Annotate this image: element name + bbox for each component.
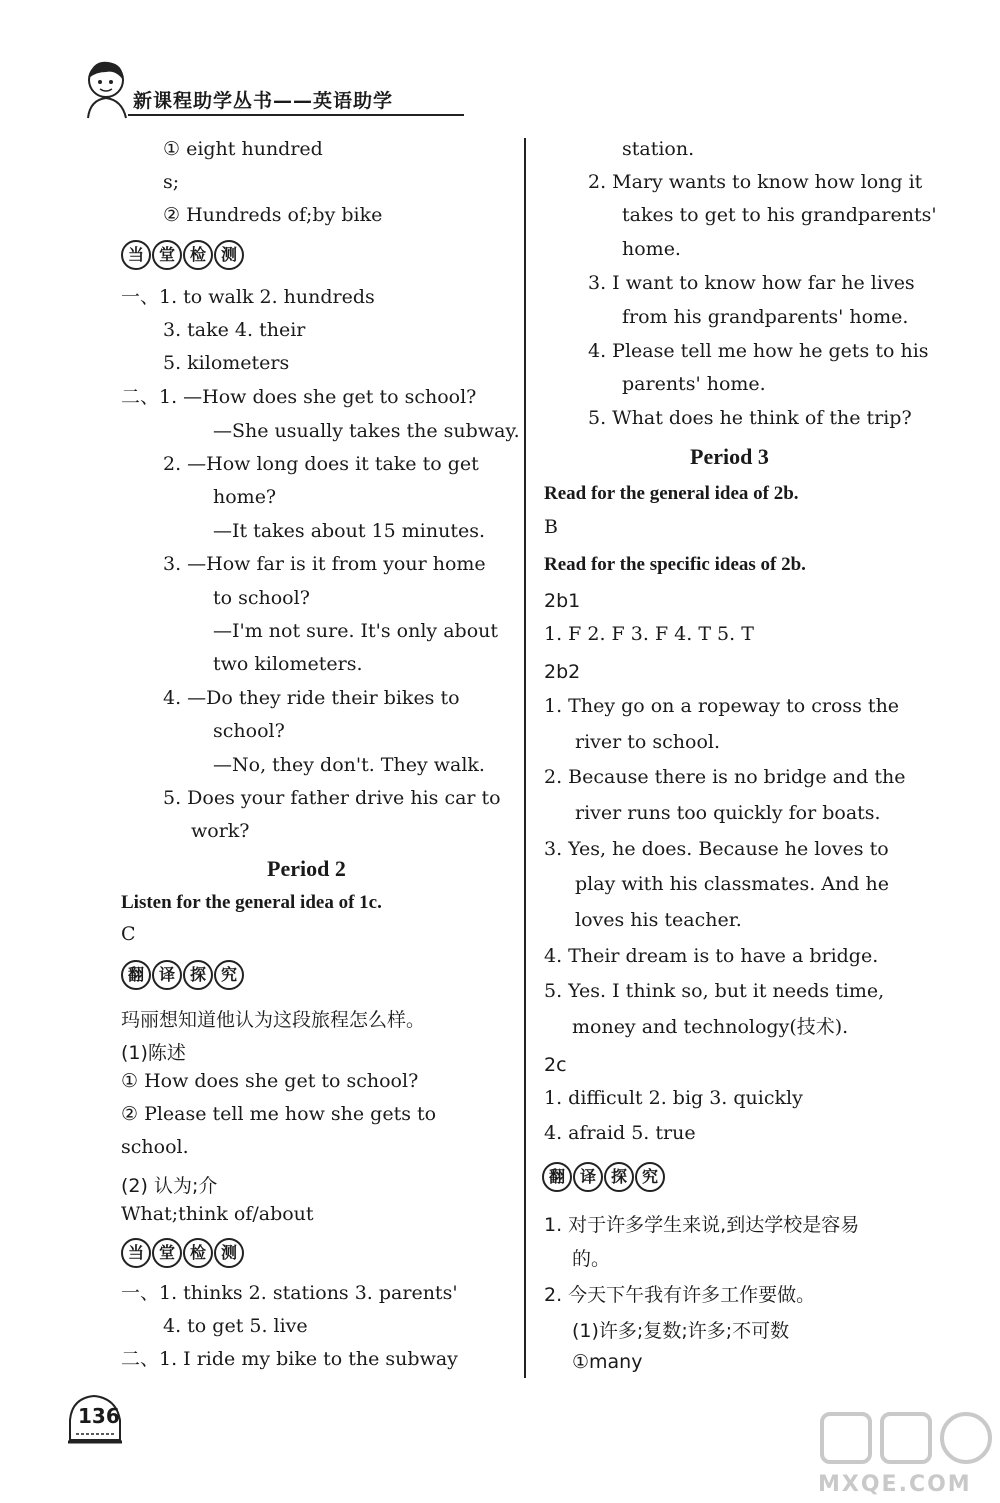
text-line: river to school.: [575, 731, 720, 753]
text-line: from his grandparents' home.: [622, 306, 909, 328]
text-line: ② Please tell me how she gets to: [121, 1103, 437, 1125]
section-badge-fanyi-tanjiu: 翻 译 探 究: [542, 1162, 666, 1192]
text-line: 4. to get 5. live: [163, 1315, 308, 1337]
text-line: 一、1. thinks 2. stations 3. parents': [121, 1282, 458, 1304]
answer: C: [121, 923, 136, 945]
header-title: 新课程助学丛书——英语助学: [133, 90, 394, 112]
text-line: home?: [213, 486, 277, 508]
text-line: 3. Yes, he does. Because he loves to: [544, 838, 889, 860]
text-line: ② Hundreds of;by bike: [163, 204, 383, 226]
subsection-label: 2b1: [544, 590, 581, 612]
text-line: school.: [121, 1136, 189, 1158]
section-heading: Listen for the general idea of 1c.: [121, 892, 382, 913]
text-line: (1)许多;复数;许多;不可数: [572, 1320, 790, 1342]
text-line: 4. —Do they ride their bikes to: [163, 687, 460, 709]
text-line: —It takes about 15 minutes.: [213, 520, 485, 542]
text-line: 5. kilometers: [163, 352, 290, 374]
text-line: 1. They go on a ropeway to cross the: [544, 695, 900, 717]
column-divider: [524, 138, 526, 1378]
text-line: loves his teacher.: [575, 909, 742, 931]
subsection-label: 2b2: [544, 661, 581, 683]
text-line: 2. Because there is no bridge and the: [544, 766, 906, 788]
text-line: ① How does she get to school?: [121, 1070, 419, 1092]
section-heading: Read for the specific ideas of 2b.: [544, 554, 806, 575]
text-line: 3. I want to know how far he lives: [588, 272, 915, 294]
text-line: 4. Please tell me how he gets to his: [588, 340, 929, 362]
text-line: 3. —How far is it from your home: [163, 553, 486, 575]
text-line: home.: [622, 238, 681, 260]
text-line: 二、1. —How does she get to school?: [121, 386, 477, 408]
answer: B: [544, 516, 558, 538]
text-line: work?: [191, 820, 250, 842]
text-line: 3. take 4. their: [163, 319, 306, 341]
subsection-label: 2c: [544, 1054, 567, 1076]
section-heading: Read for the general idea of 2b.: [544, 483, 799, 504]
text-line: 一、1. to walk 2. hundreds: [121, 286, 375, 308]
text-line: —I'm not sure. It's only about: [213, 620, 499, 642]
text-line: 2. 今天下午我有许多工作要做。: [544, 1284, 816, 1306]
text-line: station.: [622, 138, 695, 160]
mascot-icon: [80, 58, 130, 120]
text-line: s;: [163, 171, 180, 193]
text-line: two kilometers.: [213, 653, 363, 675]
section-badge-fanyi-tanjiu: 翻 译 探 究: [121, 960, 245, 990]
text-line: What;think of/about: [121, 1203, 314, 1225]
text-line: 4. afraid 5. true: [544, 1122, 696, 1144]
text-line: 2. —How long does it take to get: [163, 453, 479, 475]
section-badge-dangtang-jiance: 当 堂 检 测: [121, 1238, 245, 1268]
text-line: —No, they don't. They walk.: [213, 754, 485, 776]
text-line: takes to get to his grandparents': [622, 204, 937, 226]
text-line: 5. Does your father drive his car to: [163, 787, 501, 809]
text-line: school?: [213, 720, 285, 742]
text-line: 5. What does he think of the trip?: [588, 407, 912, 429]
watermark-logo: [818, 1408, 996, 1500]
text-line: ①many: [572, 1351, 643, 1373]
text-line: 玛丽想知道他认为这段旅程怎么样。: [121, 1009, 426, 1031]
text-line: (2) 认为;介: [121, 1175, 218, 1197]
text-line: river runs too quickly for boats.: [575, 802, 881, 824]
text-line: —She usually takes the subway.: [213, 420, 520, 442]
page-number: 136: [66, 1390, 124, 1446]
text-line: 的。: [572, 1248, 611, 1270]
text-line: 1. difficult 2. big 3. quickly: [544, 1087, 803, 1109]
period-heading: Period 2: [267, 856, 346, 881]
text-line: money and technology(技术).: [572, 1016, 849, 1038]
text-line: 4. Their dream is to have a bridge.: [544, 945, 879, 967]
text-line: 5. Yes. I think so, but it needs time,: [544, 980, 885, 1002]
text-line: 1. F 2. F 3. F 4. T 5. T: [544, 623, 754, 645]
text-line: 二、1. I ride my bike to the subway: [121, 1348, 458, 1370]
text-line: 2. Mary wants to know how long it: [588, 171, 923, 193]
watermark-text: MXQE.COM: [818, 1472, 972, 1497]
header-rule: [128, 114, 464, 116]
text-line: ① eight hundred: [163, 138, 323, 160]
text-line: (1)陈述: [121, 1042, 186, 1064]
text-line: play with his classmates. And he: [575, 873, 889, 895]
text-line: parents' home.: [622, 373, 766, 395]
section-badge-dangtang-jiance: 当 堂 检 测: [121, 240, 245, 270]
period-heading: Period 3: [690, 444, 769, 469]
text-line: 1. 对于许多学生来说,到达学校是容易: [544, 1214, 860, 1236]
text-line: to school?: [213, 587, 310, 609]
